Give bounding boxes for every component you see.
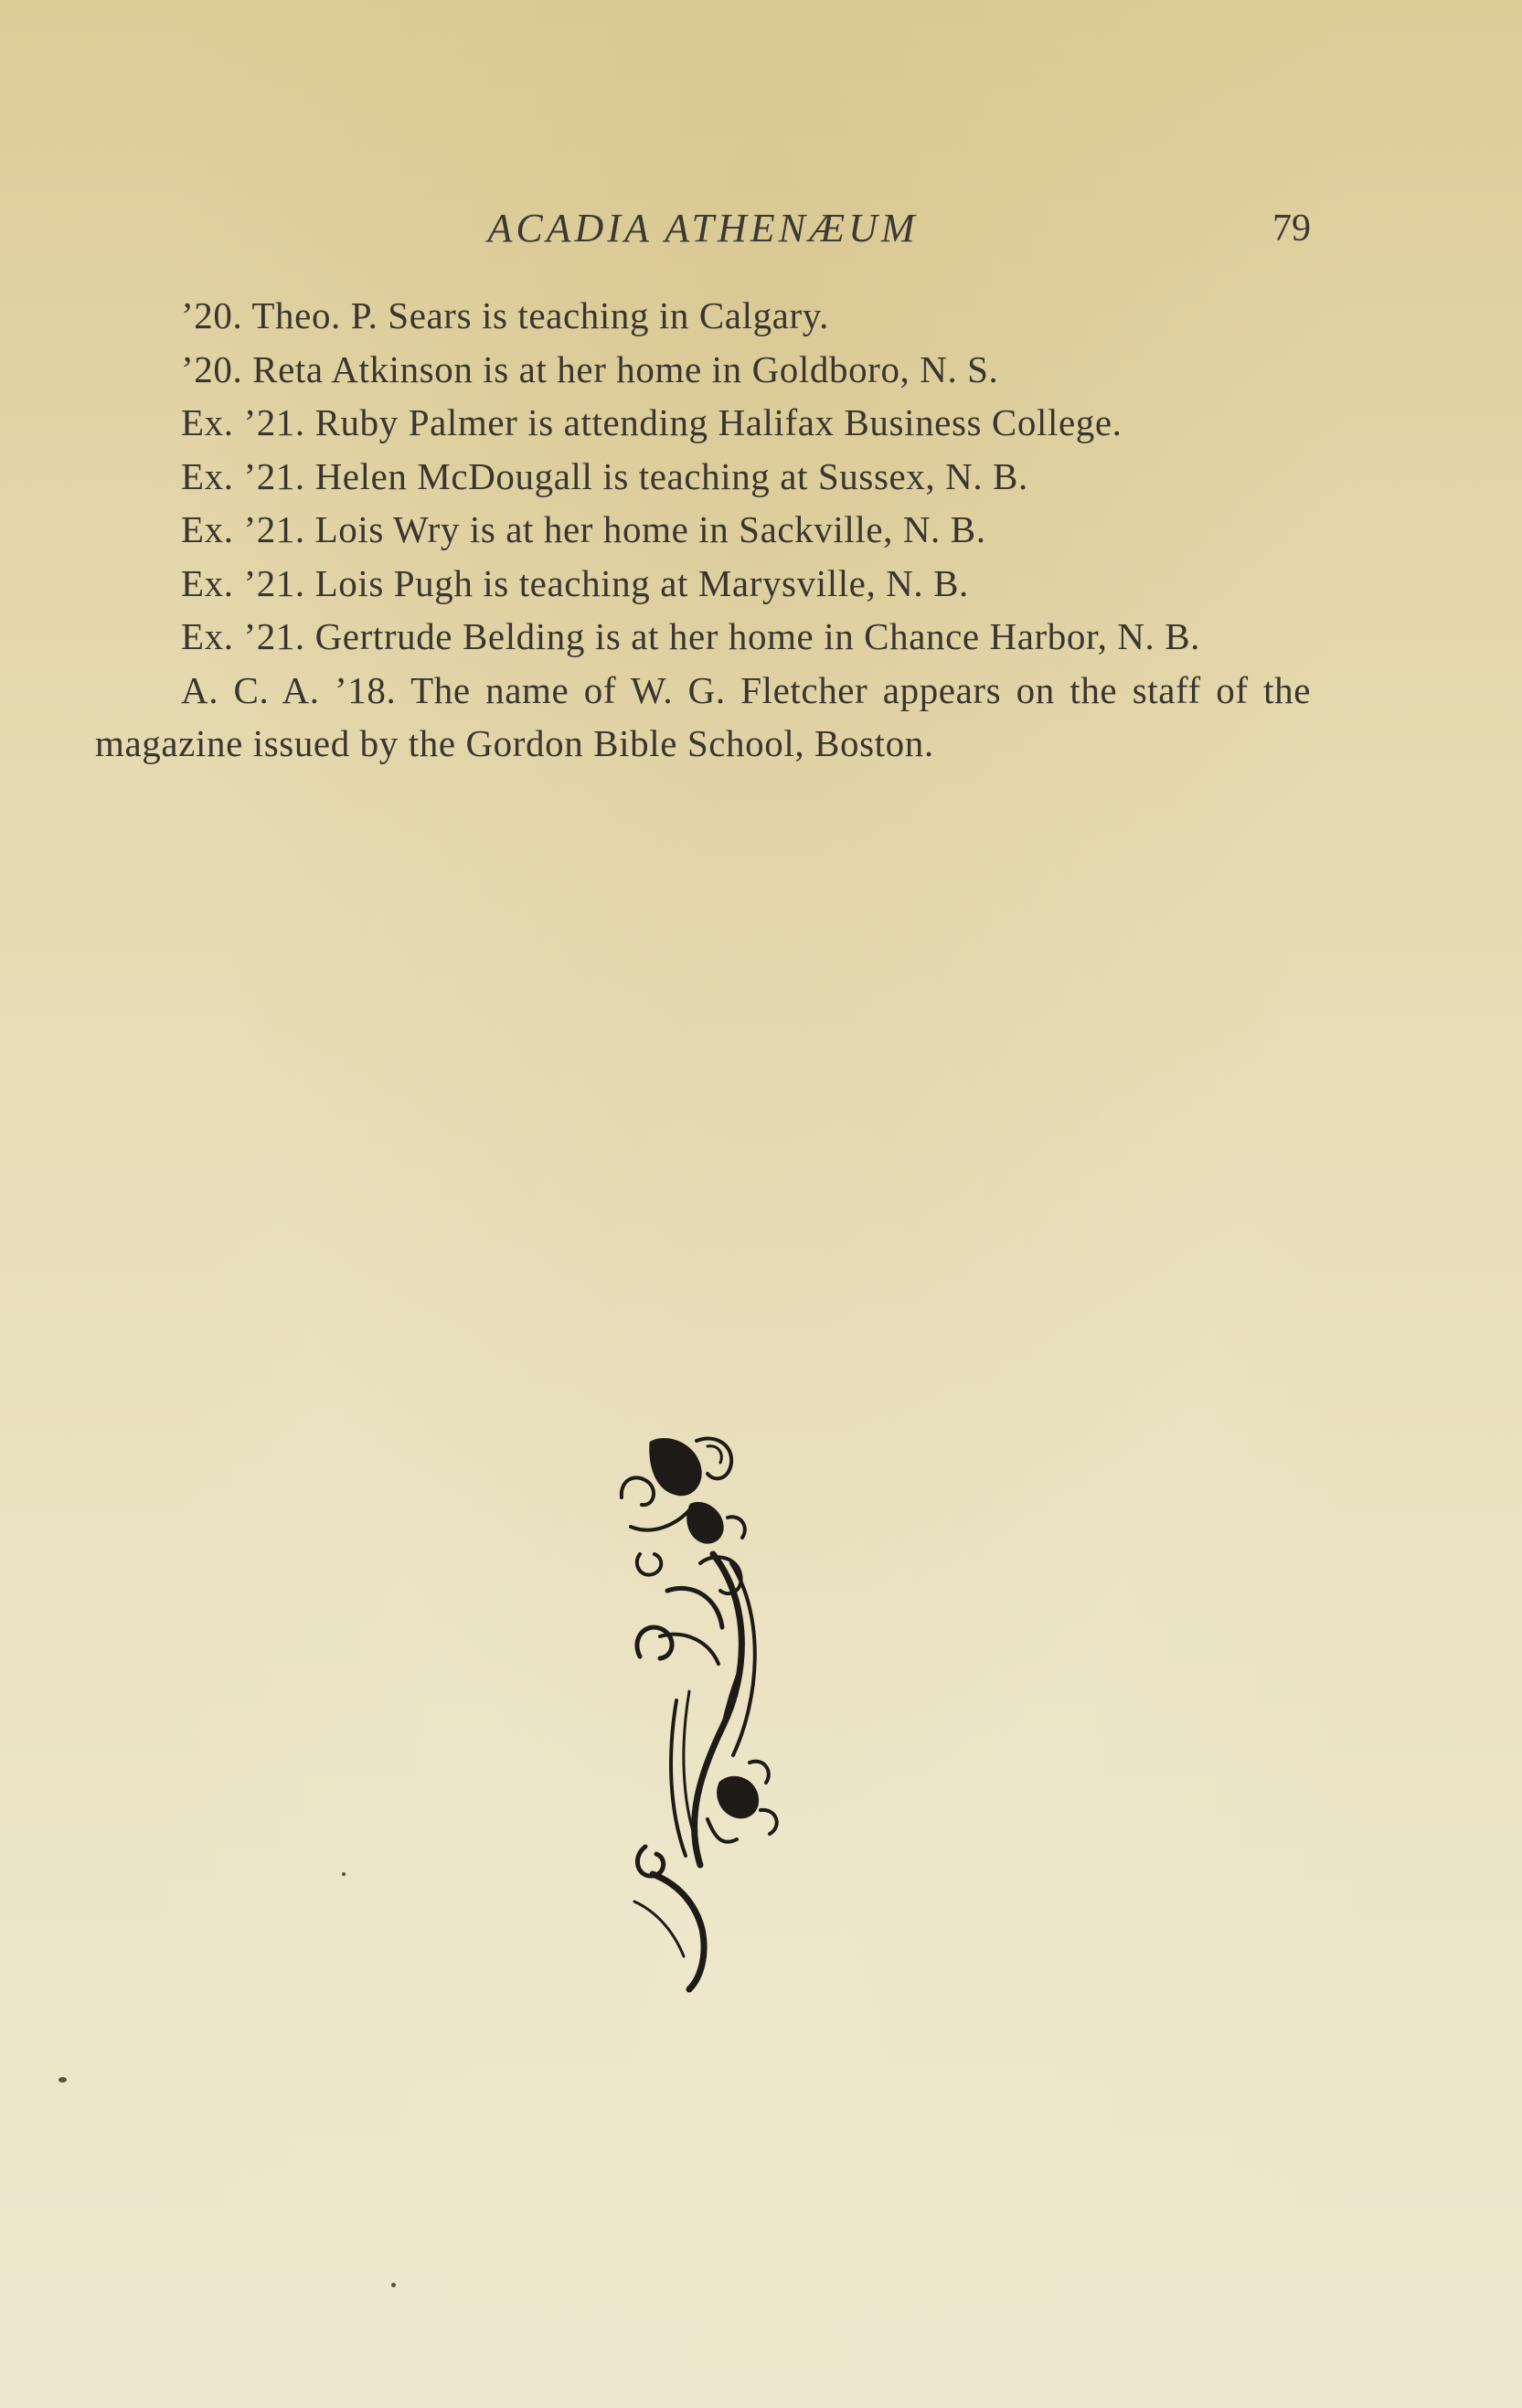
note-sears: ’20. Theo. P. Sears is teaching in Calgary. [181, 294, 830, 336]
page-speck [59, 2077, 67, 2083]
note-pugh: Ex. ’21. Lois Pugh is teaching at Marysville, N. B. [181, 561, 969, 604]
running-head [95, 203, 1311, 254]
note-belding: Ex. ’21. Gertrude Belding is at her home in Chance Harbor, N. B. [181, 615, 1201, 657]
page-speck [342, 1872, 346, 1876]
floral-vine-ornament-icon [612, 1426, 814, 1993]
note-wry: Ex. ’21. Lois Wry is at her home in Sackville, N. B. [181, 508, 986, 550]
note-mcdougall: Ex. ’21. Helen McDougall is teaching at Sussex, N. B. [181, 454, 1028, 497]
note-atkinson: ’20. Reta Atkinson is at her home in Goldboro, N. S. [181, 347, 999, 390]
note-palmer: Ex. ’21. Ruby Palmer is attending Halifax Business College. [181, 401, 1123, 443]
note-fletcher: A. C. A. ’18. The name of W. G. Fletcher appears on the staff of the magazine issued by the Gordon Bible School, Boston. [95, 668, 1311, 764]
page-number: 79 [1272, 208, 1311, 250]
alumni-notes [95, 289, 1311, 771]
page-speck [391, 2283, 396, 2287]
journal-title: ACADIA ATHENÆUM [487, 206, 919, 250]
